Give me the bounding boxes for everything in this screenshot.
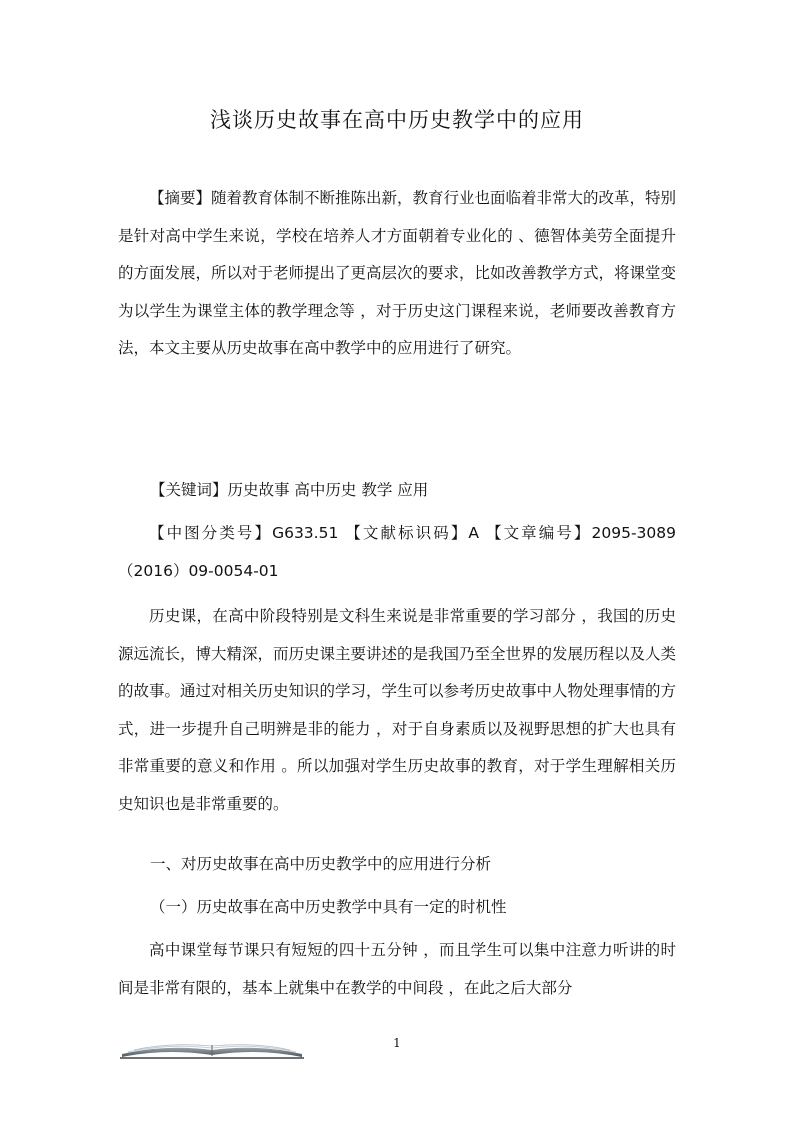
subsection-heading-1: （一）历史故事在高中历史教学中具有一定的时机性	[150, 898, 507, 916]
keywords-line: 【关键词】历史故事 高中历史 教学 应用	[150, 481, 429, 499]
page-number: 1	[393, 1036, 401, 1050]
abstract-paragraph: 【摘要】随着教育体制不断推陈出新，教育行业也面临着非常大的改革，特别是针对高中学生来说，学校在培养人才方面朝着专业化的 、德智体美劳全面提升的方面发展，所以对于老师提出了更高层次的要求，比如改善教学方式，将课堂变为以学生为课堂主体的教学理念等 ，对于历史这门课程来说，老师要改善教育方法，本文主要从历史故事在高中教学中的应用进行了研究。	[118, 189, 677, 358]
body-paragraph-1: 历史课，在高中阶段特别是文科生来说是非常重要的学习部分 ，我国的历史源远流长，博大精深，而历史课主要讲述的是我国乃至全世界的发展历程以及人类的故事。通过对相关历史知识的学习，学生可以参考历史故事中人物处理事情的方式，进一步提升自己明辨是非的能力 ，对于自身素质以及视野思想的扩大也具有非常重要的意义和作用 。所以加强对学生历史故事的教育，对于学生理解相关历史知识也是非常重要的。	[118, 607, 677, 813]
section-heading-1: 一、对历史故事在高中历史教学中的应用进行分析	[150, 855, 492, 873]
document-title: 浅谈历史故事在高中历史教学中的应用	[210, 108, 584, 132]
classification-info: 【中图分类号】G633.51 【文献标识码】A 【文章编号】2095-3089（2016）09-0054-01	[118, 524, 676, 580]
body-paragraph-2: 高中课堂每节课只有短短的四十五分钟 ，而且学生可以集中注意力听讲的时间是非常有限的，基本上就集中在教学的中间段 ，在此之后大部分	[118, 941, 676, 997]
open-book-icon	[120, 1038, 304, 1060]
